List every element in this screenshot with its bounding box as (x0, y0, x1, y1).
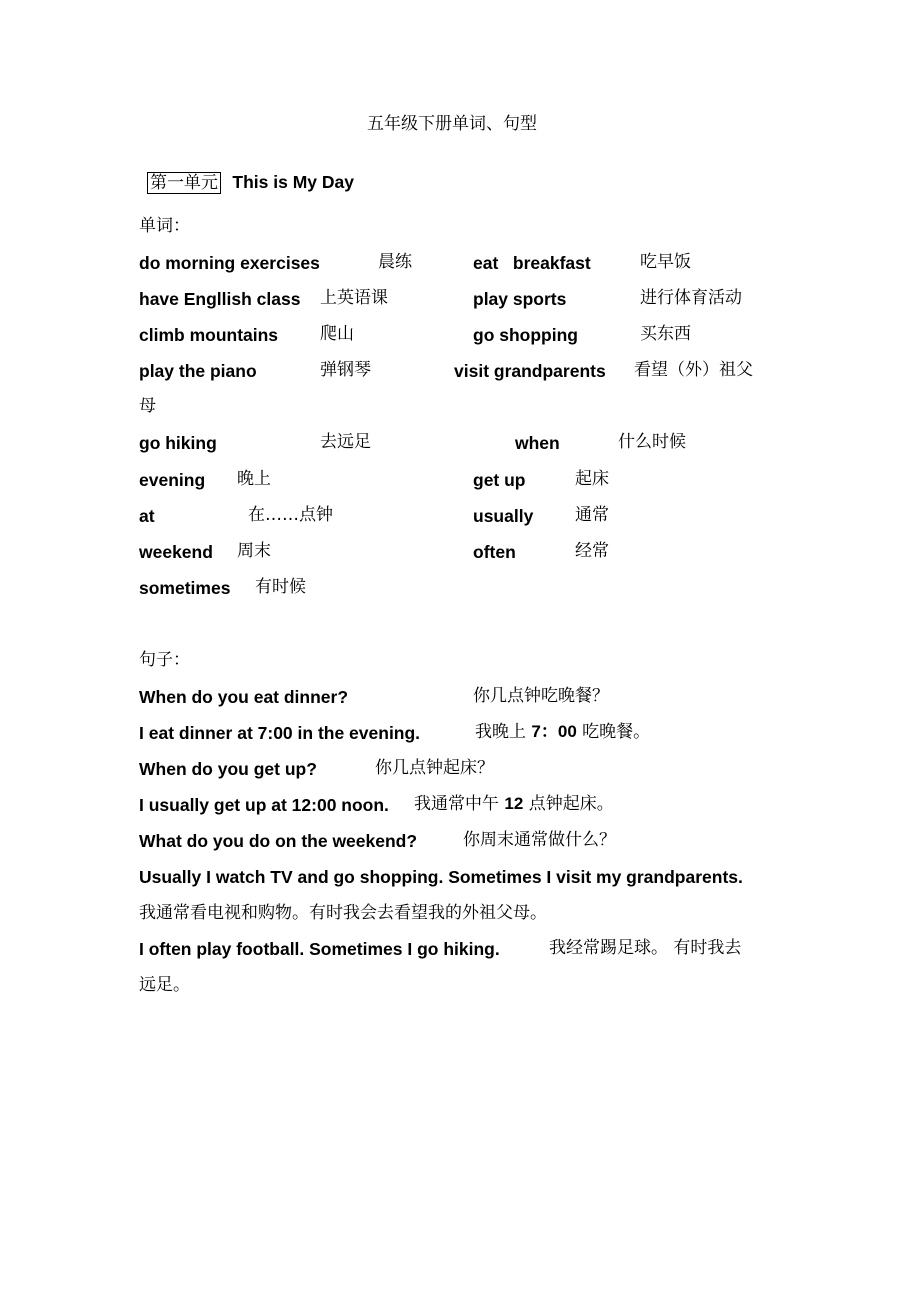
vocab-word: often (473, 542, 516, 562)
vocab-word: evening (139, 470, 206, 490)
sentence-heading: 句子： (139, 650, 190, 670)
vocab-word: have Engllish class (139, 289, 301, 309)
unit-header (147, 171, 354, 194)
vocab-word: eat breakfast (473, 253, 591, 273)
vocab-word: get up (473, 470, 526, 490)
vocab-word: visit grandparents (454, 361, 606, 381)
vocab-meaning: 爬山 (320, 324, 354, 344)
vocab-word: at (139, 506, 155, 526)
vocab-word: when (515, 433, 560, 453)
page-title: 五年级下册单词、句型 (367, 114, 537, 134)
sentence-zh-continued: 远足。 (139, 975, 190, 995)
unit-label-box: 第一单元 (147, 172, 221, 194)
vocab-meaning: 什么时候 (618, 432, 686, 452)
vocab-word: climb mountains (139, 325, 279, 345)
vocab-meaning: 有时候 (255, 577, 306, 597)
vocab-meaning: 买东西 (640, 324, 691, 344)
vocab-word: sometimes (139, 578, 231, 598)
vocab-heading: 单词： (139, 216, 190, 236)
vocab-meaning: 吃早饭 (640, 252, 691, 272)
sentence-zh: 你几点钟吃晚餐？ (473, 686, 609, 706)
sentence-zh (475, 721, 650, 743)
vocab-meaning: 看望（外）祖父 (634, 360, 753, 380)
vocab-meaning: 起床 (575, 469, 609, 489)
sentence-zh-part: 我通常中午 (414, 794, 505, 814)
vocab-meaning: 去远足 (320, 432, 371, 452)
sentence-en: What do you do on the weekend? (139, 831, 418, 851)
vocab-word: weekend (139, 542, 213, 562)
unit-title: This is My Day (232, 172, 354, 192)
sentence-zh: 我经常踢足球。 有时我去 (549, 938, 742, 958)
sentence-en: When do you eat dinner? (139, 687, 349, 707)
vocab-meaning: 通常 (575, 505, 609, 525)
sentence-zh-part: 吃晚餐。 (576, 722, 651, 742)
vocab-meaning: 进行体育活动 (640, 288, 742, 308)
sentence-zh-part: 点钟起床。 (523, 794, 614, 814)
vocab-word: play the piano (139, 361, 257, 381)
vocab-word: usually (473, 506, 534, 526)
sentence-zh-part: 我晚上 (475, 722, 532, 742)
sentence-zh: 你周末通常做什么？ (463, 830, 616, 850)
sentence-zh-number: 12 (504, 794, 524, 813)
vocab-meaning: 晨练 (378, 252, 412, 272)
vocab-meaning-continued: 母 (139, 396, 156, 416)
vocab-word: do morning exercises (139, 253, 320, 273)
vocab-meaning: 周末 (237, 541, 271, 561)
vocab-meaning: 经常 (575, 541, 609, 561)
sentence-en: I usually get up at 12:00 noon. (139, 795, 389, 815)
sentence-zh: 我通常看电视和购物。有时我会去看望我的外祖父母。 (139, 903, 547, 923)
vocab-word: go shopping (473, 325, 578, 345)
vocab-meaning: 在……点钟 (248, 505, 333, 525)
sentence-en: I often play football. Sometimes I go hiking. (139, 939, 500, 959)
sentence-zh: 你几点钟起床？ (375, 758, 494, 778)
vocab-meaning: 上英语课 (320, 288, 388, 308)
vocab-meaning: 晚上 (237, 469, 271, 489)
vocab-word: go hiking (139, 433, 217, 453)
sentence-en: When do you get up? (139, 759, 317, 779)
sentence-zh (414, 793, 614, 815)
sentence-en: I eat dinner at 7:00 in the evening. (139, 723, 421, 743)
sentence-en: Usually I watch TV and go shopping. Sometimes I visit my grandparents. (139, 867, 743, 887)
vocab-word: play sports (473, 289, 567, 309)
vocab-meaning: 弹钢琴 (320, 360, 371, 380)
sentence-zh-time: 7：00 (531, 722, 577, 741)
